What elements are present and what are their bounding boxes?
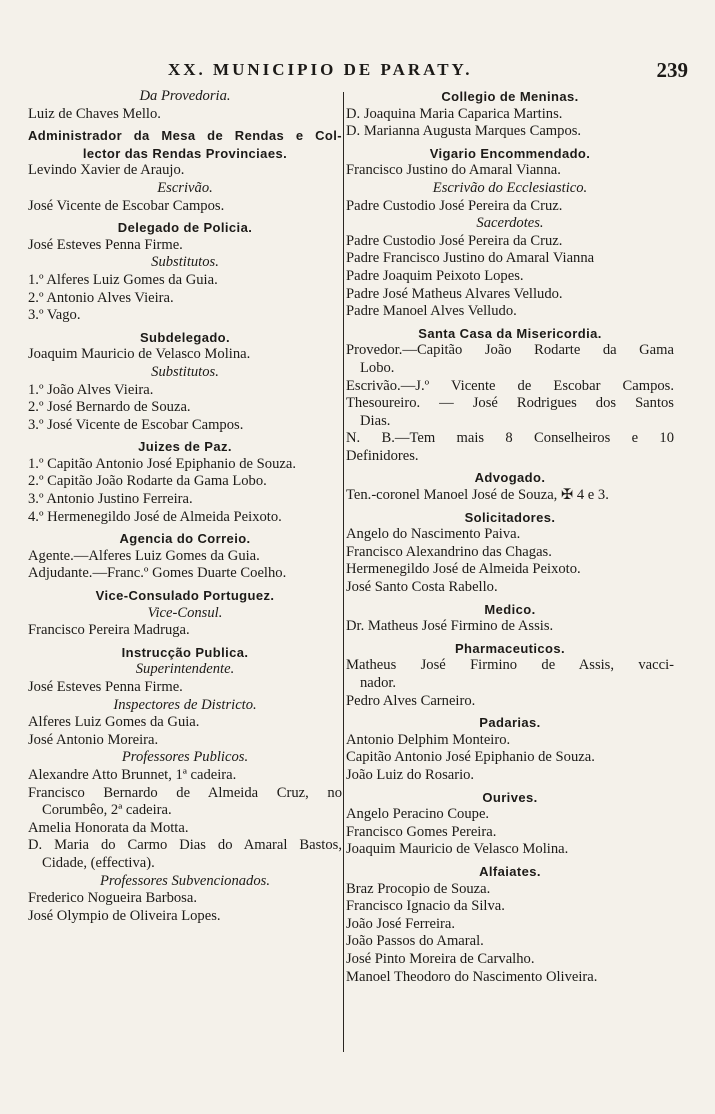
entry-line: Definidores.	[346, 447, 419, 464]
section-heading: Vice-Consulado Portuguez.	[95, 588, 275, 604]
running-title: XX. MUNICIPIO DE PARATY.	[168, 60, 473, 79]
subheading: Vice-Consul.	[147, 604, 223, 621]
subheading: Inspectores de Districto.	[113, 696, 257, 713]
entry-line: Amelia Honorata da Motta.	[28, 819, 189, 836]
entry-continuation: nador.	[360, 675, 397, 691]
entry-line: Francisco Bernardo de Almeida Cruz, no	[28, 784, 342, 801]
section-heading: Collegio de Meninas.	[441, 89, 579, 104]
section-heading: Solicitadores.	[464, 509, 556, 525]
entry-line: 1.º Capitão Antonio José Epiphanio de Souza.	[28, 455, 296, 472]
section-heading: Subdelegado.	[139, 329, 231, 345]
entry-line: José Pinto Moreira de Carvalho.	[346, 950, 535, 967]
entry-line: Adjudante.—Franc.º Gomes Duarte Coelho.	[28, 565, 287, 582]
entry-line: Pedro Alves Carneiro.	[346, 692, 476, 709]
entry-line: D. Maria do Carmo Dias do Amaral Bastos,	[28, 837, 342, 854]
subheading: Da Provedoria.	[139, 88, 231, 104]
entry-line: Frederico Nogueira Barbosa.	[28, 890, 197, 907]
entry-line: Escrivão.—J.º Vicente de Escobar Campos.	[346, 377, 674, 394]
section-heading: Instrucção Publica.	[121, 644, 249, 660]
entry-line: Padre Custodio José Pereira da Cruz.	[346, 232, 563, 249]
subheading: Sacerdotes.	[476, 215, 544, 232]
entry-line: D. Marianna Augusta Marques Campos.	[346, 123, 582, 140]
entry-line: José Vicente de Escobar Campos.	[28, 197, 225, 214]
entry-line: José Esteves Penna Firme.	[28, 236, 183, 253]
entry-line: D. Joaquina Maria Caparica Martins.	[346, 105, 563, 122]
subheading: Substitutos.	[151, 254, 219, 271]
entry-line: 3.º Antonio Justino Ferreira.	[28, 491, 193, 508]
section-heading: Medico.	[484, 601, 536, 617]
entry-line: Provedor.—Capitão João Rodarte da Gama	[346, 342, 674, 359]
subheading: Substitutos.	[151, 363, 219, 380]
entry-line: 2.º José Bernardo de Souza.	[28, 399, 191, 416]
entry-line: Joaquim Mauricio de Velasco Molina.	[346, 841, 569, 858]
subheading: Escrivão.	[157, 179, 213, 196]
entry-line: 4.º Hermenegildo José de Almeida Peixoto.	[28, 508, 282, 525]
section-heading: Alfaiates.	[479, 863, 541, 879]
section-heading: Agencia do Correio.	[119, 531, 251, 547]
entry-line: Manoel Theodoro do Nascimento Oliveira.	[346, 968, 598, 985]
section-heading: Santa Casa da Misericordia.	[418, 325, 602, 341]
entry-line: Francisco Pereira Madruga.	[28, 622, 190, 639]
page-header	[28, 58, 688, 88]
section-heading: Padarias.	[479, 715, 541, 731]
entry-line: Francisco Ignacio da Silva.	[346, 898, 505, 915]
page-number: 239	[656, 58, 688, 82]
subheading: Professores Publicos.	[121, 749, 249, 766]
section-heading: Delegado de Policia.	[117, 220, 253, 236]
entry-line: José Santo Costa Rabello.	[346, 579, 498, 596]
entry-line: 3.º José Vicente de Escobar Campos.	[28, 416, 244, 433]
section-heading: Ourives.	[482, 789, 538, 805]
entry-line: 1.º Alferes Luiz Gomes da Guia.	[28, 271, 218, 288]
entry-line: Joaquim Mauricio de Velasco Molina.	[28, 346, 251, 363]
entry-line: Padre Custodio José Pereira da Cruz.	[346, 197, 563, 214]
entry-line: Agente.—Alferes Luiz Gomes da Guia.	[28, 547, 260, 564]
entry-line: Alexandre Atto Brunnet, 1ª cadeira.	[28, 766, 237, 783]
subheading: Professores Subvencionados.	[100, 872, 270, 889]
entry-line: Padre Manoel Alves Velludo.	[346, 303, 517, 320]
section-heading: Administrador da Mesa de Rendas e Col-	[28, 128, 342, 144]
entry-line: Padre José Matheus Alvares Velludo.	[346, 285, 563, 302]
entry-line: Thesoureiro. — José Rodrigues dos Santos	[346, 395, 674, 412]
entry-line: José Antonio Moreira.	[28, 731, 159, 748]
section-heading: Advogado.	[474, 470, 546, 486]
entry-line: Hermenegildo José de Almeida Peixoto.	[346, 561, 581, 578]
entry-continuation: Dias.	[360, 412, 391, 429]
entry-line: Dr. Matheus José Firmino de Assis.	[346, 618, 554, 635]
entry-line: 2.º Antonio Alves Vieira.	[28, 289, 174, 306]
entry-line: Francisco Justino do Amaral Vianna.	[346, 162, 561, 179]
entry-line: José Olympio de Oliveira Lopes.	[28, 907, 221, 924]
entry-line: 2.º Capitão João Rodarte da Gama Lobo.	[28, 473, 267, 490]
section-heading: Juizes de Paz.	[138, 439, 232, 455]
entry-continuation: Cidade, (effectiva).	[42, 854, 155, 871]
entry-line: Francisco Gomes Pereira.	[346, 823, 497, 840]
entry-line: Antonio Delphim Monteiro.	[346, 731, 511, 748]
subheading: Escrivão do Ecclesiastico.	[432, 179, 588, 196]
entry-continuation: Corumbêo, 2ª cadeira.	[42, 802, 172, 819]
entry-line: 1.º João Alves Vieira.	[28, 381, 154, 398]
entry-line: João Luiz do Rosario.	[346, 766, 475, 783]
section-heading: Pharmaceuticos.	[454, 640, 566, 656]
entry-line: Francisco Alexandrino das Chagas.	[346, 543, 552, 560]
entry-line: Braz Procopio de Souza.	[346, 880, 491, 897]
entry-line: Angelo Peracino Coupe.	[346, 806, 490, 823]
entry-line: Alferes Luiz Gomes da Guia.	[28, 714, 200, 731]
right-column	[346, 88, 674, 986]
entry-line: 3.º Vago.	[28, 307, 81, 324]
entry-line: Ten.-coronel Manoel José de Souza, ✠ 4 e 3.	[346, 487, 609, 504]
entry-continuation: Lobo.	[360, 359, 395, 376]
entry-line: Capitão Antonio José Epiphanio de Souza.	[346, 749, 595, 766]
section-heading: Vigario Encommendado.	[429, 145, 591, 161]
entry-line: Matheus José Firmino de Assis, vacci-	[346, 657, 674, 674]
entry-line: João Passos do Amaral.	[346, 933, 484, 950]
entry-line: Levindo Xavier de Araujo.	[28, 162, 185, 179]
left-column	[28, 88, 342, 925]
entry-line: João José Ferreira.	[346, 915, 456, 932]
subheading: Superintendente.	[135, 661, 235, 678]
entry-line: N. B.—Tem mais 8 Conselheiros e 10	[346, 430, 674, 447]
entry-line: Angelo do Nascimento Paiva.	[346, 526, 521, 543]
entry-line: Padre Joaquim Peixoto Lopes.	[346, 267, 524, 284]
entry-line: Luiz de Chaves Mello.	[28, 105, 161, 122]
section-heading: lector das Rendas Provinciaes.	[82, 145, 288, 161]
entry-line: José Esteves Penna Firme.	[28, 679, 183, 695]
entry-line: Padre Francisco Justino do Amaral Vianna	[346, 250, 595, 267]
column-divider	[343, 92, 344, 1052]
